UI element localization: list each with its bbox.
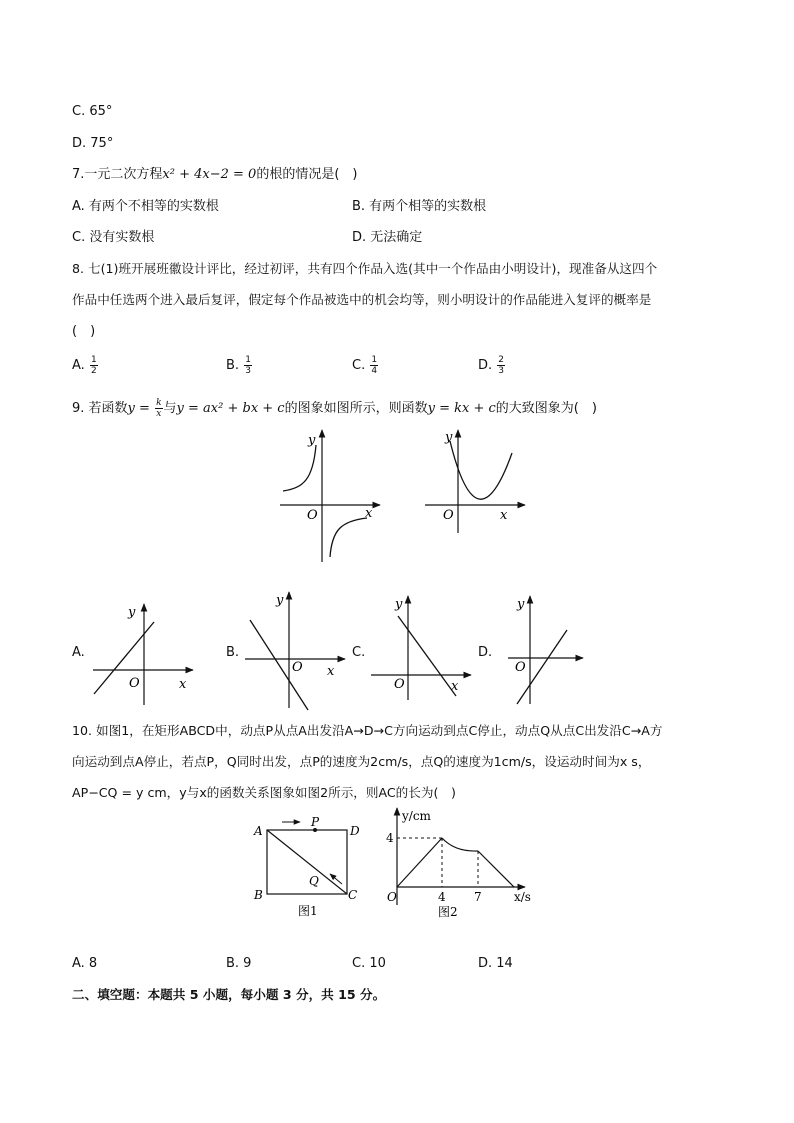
y-label: y (308, 433, 316, 448)
q10-option-a: A. 8 (72, 956, 98, 971)
fraction-denominator: 2 (90, 366, 97, 376)
label-q: Q (309, 874, 319, 888)
graph-segment-fall (478, 851, 514, 887)
q7-option-b: B. 有两个相等的实数根 (352, 199, 487, 214)
label-d: D (350, 824, 360, 838)
q9-stem-part3: 的图象如图所示，则函数 (284, 401, 428, 416)
q7-equation: x² + 4x−2 = 0 (162, 167, 257, 182)
label-b: B (254, 888, 263, 902)
fraction-denominator: 3 (498, 366, 505, 376)
q8-option-d-fraction (497, 355, 505, 376)
figure1-caption: 图1 (298, 904, 318, 918)
origin-label: O (394, 677, 405, 692)
q6-option-d: D. 75° (72, 136, 114, 151)
q10-stem-line1: 10. 如图1，在矩形ABCD中，动点P从点A出发沿A→D→C方向运动到点C停止，动点Q从点C出发沿C→A方 (72, 723, 663, 738)
figure2-caption: 图2 (438, 905, 458, 919)
origin-label: O (515, 660, 526, 675)
q10-stem-line3: AP−CQ = y cm，y与x的函数关系图象如图2所示，则AC的长为( ) (72, 785, 456, 800)
q9-option-d-label: D. (478, 645, 493, 660)
origin-label: O (292, 660, 303, 675)
fraction-numerator: k (156, 398, 162, 408)
origin-label: O (129, 676, 140, 691)
label-a: A (254, 824, 263, 838)
q10-figure2-graph (380, 805, 540, 925)
label-p: P (311, 815, 320, 829)
fraction-numerator: 1 (371, 355, 378, 365)
fraction-numerator: 1 (245, 355, 251, 365)
q7-number: 7. (72, 167, 85, 182)
linear-graph-line (398, 616, 456, 696)
q9-stem-part1: 9. 若函数 (72, 401, 128, 416)
fraction-numerator: 1 (90, 355, 97, 365)
q9-option-b-label: B. (226, 645, 240, 660)
q9-option-d-graph (505, 592, 590, 712)
y-label: y (445, 430, 453, 445)
q10-option-b: B. 9 (226, 956, 252, 971)
q9-f1-fraction (155, 398, 162, 419)
q8-option-b-fraction (244, 355, 252, 376)
x-tick-7: 7 (474, 890, 482, 904)
y-label: y (517, 597, 525, 612)
hyperbola-branch-right (330, 518, 367, 557)
q9-option-c-label: C. (352, 645, 366, 660)
q8-stem-line2: 作品中任选两个进入最后复评，假定每个作品被选中的机会均等，则小明设计的作品能进入复评的概率是 (72, 292, 652, 307)
q7-stem (72, 166, 357, 184)
x-label: x (500, 508, 508, 523)
y-label: y (395, 597, 403, 612)
fraction-denominator: 3 (245, 366, 251, 376)
q8-option-d (478, 352, 506, 380)
x-tick-4: 4 (438, 890, 446, 904)
q8-option-a-label: A. (72, 358, 85, 373)
q9-stem (72, 395, 597, 423)
q9-f1-lhs: y = (127, 401, 155, 416)
fraction-numerator: 2 (498, 355, 505, 365)
q10-option-c: C. 10 (352, 956, 386, 971)
q8-option-c (352, 352, 379, 380)
graph-segment-rise (397, 838, 442, 887)
hyperbola-branch-left (283, 445, 316, 491)
linear-graph-line (94, 622, 154, 694)
section2-title: 二、填空题：本题共 5 小题，每小题 3 分，共 15 分。 (72, 987, 386, 1002)
x-label: x (179, 677, 187, 692)
fraction-denominator: 4 (371, 366, 378, 376)
q9-f3: y = kx + c (427, 401, 496, 416)
fraction-denominator: x (156, 409, 162, 419)
q9-stem-part2: 与 (163, 401, 177, 416)
q8-option-c-fraction (370, 355, 378, 376)
q9-option-b-graph (240, 588, 350, 713)
origin-label: O (387, 890, 397, 904)
label-c: C (348, 888, 358, 902)
q7-stem-a: 一元二次方程 (84, 167, 163, 182)
q7-stem-b: 的根的情况是( ) (256, 167, 358, 182)
y-label: y (128, 605, 136, 620)
origin-label: O (443, 508, 454, 523)
q8-option-b (226, 352, 253, 380)
q9-f2: y = ax² + bx + c (176, 401, 285, 416)
q8-stem-line1: 8. 七(1)班开展班徽设计评比，经过初评，共有四个作品入选(其中一个作品由小明设计)，现准备从这四个 (72, 261, 658, 276)
q10-figure1-rectangle (250, 810, 370, 925)
q7-option-d: D. 无法确定 (352, 230, 423, 245)
y-label: y (276, 593, 284, 608)
q6-option-c: C. 65° (72, 104, 113, 119)
q8-option-d-label: D. (478, 358, 493, 373)
x-axis-label: x/s (514, 890, 531, 904)
q9-option-a-graph (88, 600, 198, 710)
x-label: x (327, 664, 335, 679)
y-tick-4: 4 (386, 831, 394, 845)
q8-option-a (72, 352, 99, 380)
q8-stem-line3: ( ) (72, 324, 96, 339)
x-label: x (365, 506, 373, 521)
q9-option-a-label: A. (72, 645, 85, 660)
q9-stem-part4: 的大致图象为( ) (495, 401, 597, 416)
origin-label: O (307, 508, 318, 523)
q7-option-a: A. 有两个不相等的实数根 (72, 199, 219, 214)
q9-hyperbola-graph (275, 425, 385, 565)
y-axis-label: y/cm (402, 809, 431, 823)
graph-segment-curve (442, 838, 478, 851)
q8-option-b-label: B. (226, 358, 240, 373)
x-label: x (451, 679, 459, 694)
q8-option-a-fraction (90, 355, 98, 376)
q8-option-c-label: C. (352, 358, 366, 373)
q10-stem-line2: 向运动到点A停止，若点P，Q同时出发，点P的速度为2cm/s，点Q的速度为1cm/s，设运动时间为x s， (72, 754, 651, 769)
q10-option-d: D. 14 (478, 956, 513, 971)
q9-option-c-graph (368, 592, 478, 702)
q9-parabola-graph (420, 425, 530, 535)
diagonal-ac (267, 830, 347, 894)
q7-option-c: C. 没有实数根 (72, 230, 155, 245)
parabola-curve (450, 441, 512, 499)
